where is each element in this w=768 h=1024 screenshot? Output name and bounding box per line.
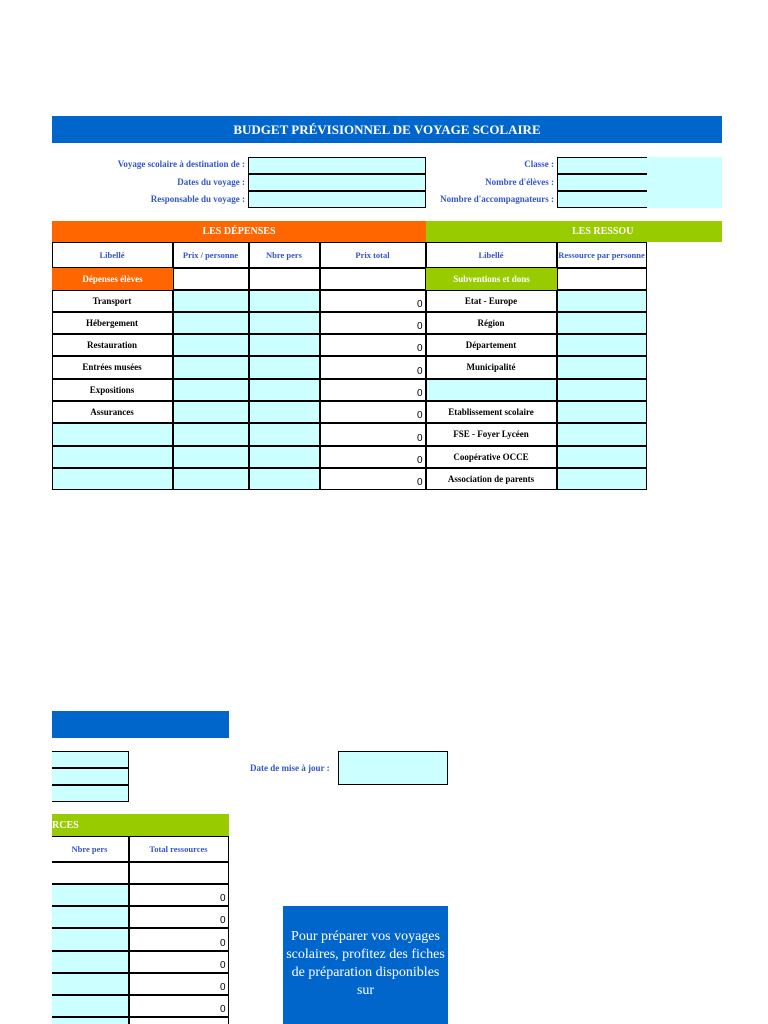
ressources-header-continuation bbox=[52, 814, 229, 836]
classe-label: Classe : bbox=[524, 159, 554, 169]
ressource-par-personne-input[interactable] bbox=[557, 312, 647, 334]
ressource-par-personne-input[interactable] bbox=[557, 334, 647, 356]
depense-label: Assurances bbox=[52, 401, 173, 423]
total-ressources: 0 bbox=[129, 928, 229, 951]
section-depenses-eleves: Dépenses élèves bbox=[52, 268, 173, 290]
nbre-pers-input[interactable] bbox=[249, 334, 320, 356]
nbre-pers-input[interactable] bbox=[249, 401, 320, 423]
depense-label: Hébergement bbox=[52, 312, 173, 334]
nbre-pers-input[interactable] bbox=[249, 468, 320, 490]
responsable-label: Responsable du voyage : bbox=[150, 194, 245, 204]
prix-total: 0 bbox=[320, 312, 426, 334]
col-prix-personne: Prix / personne bbox=[173, 242, 249, 268]
nbre-pers-input[interactable] bbox=[249, 379, 320, 401]
col-res-par-personne: Ressource par personne bbox=[557, 242, 647, 268]
prix-personne-input[interactable] bbox=[173, 401, 249, 423]
nbre-pers-input[interactable] bbox=[249, 290, 320, 312]
res-nbre-pers-input[interactable] bbox=[52, 973, 129, 995]
ressource-par-personne-input[interactable] bbox=[557, 379, 647, 401]
prix-total: 0 bbox=[320, 401, 426, 423]
prix-personne-input[interactable] bbox=[173, 423, 249, 446]
prix-personne-input[interactable] bbox=[173, 468, 249, 490]
ressource-par-personne-input[interactable] bbox=[557, 356, 647, 379]
classe-input-continuation[interactable] bbox=[52, 751, 129, 768]
col-res-libelle: Libellé bbox=[426, 242, 557, 268]
prix-total: 0 bbox=[320, 379, 426, 401]
ressource-label: Région bbox=[426, 312, 557, 334]
prix-personne-input[interactable] bbox=[173, 446, 249, 468]
info-box bbox=[283, 906, 448, 1024]
destination-input[interactable] bbox=[248, 157, 426, 174]
res-nbre-pers-input[interactable] bbox=[52, 995, 129, 1017]
nbre-pers-input[interactable] bbox=[249, 312, 320, 334]
ressource-label: Etablissement scolaire bbox=[426, 401, 557, 423]
col-libelle: Libellé bbox=[52, 242, 173, 268]
ressource-par-personne-input[interactable] bbox=[557, 423, 647, 446]
section-cell bbox=[320, 268, 426, 290]
eleves-label: Nombre d'élèves : bbox=[485, 177, 554, 187]
prix-personne-input[interactable] bbox=[173, 334, 249, 356]
title-banner bbox=[52, 116, 722, 143]
total-ressources: 0 bbox=[129, 995, 229, 1017]
prix-total: 0 bbox=[320, 446, 426, 468]
ressource-label: Coopérative OCCE bbox=[426, 446, 557, 468]
depense-label-input[interactable] bbox=[52, 446, 173, 468]
section-subventions: Subventions et dons bbox=[426, 268, 557, 290]
accompagnateurs-input-continuation[interactable] bbox=[52, 785, 129, 802]
ressource-par-personne-input[interactable] bbox=[557, 468, 647, 490]
ressource-label: Etat - Europe bbox=[426, 290, 557, 312]
prix-total: 0 bbox=[320, 356, 426, 379]
responsable-input[interactable] bbox=[248, 191, 426, 208]
date-maj-label: Date de mise à jour : bbox=[250, 763, 330, 773]
page-title: BUDGET PRÉVISIONNEL DE VOYAGE SCOLAIRE bbox=[233, 121, 541, 137]
res-nbre-pers-input[interactable] bbox=[52, 906, 129, 928]
section-cell bbox=[173, 268, 249, 290]
section-cell bbox=[52, 862, 129, 884]
nbre-pers-input[interactable] bbox=[249, 356, 320, 379]
prix-personne-input[interactable] bbox=[173, 290, 249, 312]
depenses-header: LES DÉPENSES bbox=[52, 221, 426, 242]
res-nbre-pers-input[interactable] bbox=[52, 928, 129, 951]
section-cell bbox=[557, 268, 647, 290]
total-ressources: 0 bbox=[129, 884, 229, 906]
nbre-pers-input[interactable] bbox=[249, 446, 320, 468]
total-ressources: 0 bbox=[129, 973, 229, 995]
total-ressources bbox=[129, 1017, 229, 1024]
dates-label: Dates du voyage : bbox=[177, 177, 245, 187]
accompagnateurs-label: Nombre d'accompagnateurs : bbox=[440, 194, 554, 204]
res-nbre-pers-input[interactable] bbox=[52, 1017, 129, 1024]
ressources-header bbox=[426, 221, 722, 242]
dates-input[interactable] bbox=[248, 174, 426, 191]
destination-label: Voyage scolaire à destination de : bbox=[117, 159, 245, 169]
depense-label: Expositions bbox=[52, 379, 173, 401]
col-nbre-pers: Nbre pers bbox=[249, 242, 320, 268]
ressource-label-input[interactable] bbox=[426, 379, 557, 401]
ressource-label: Département bbox=[426, 334, 557, 356]
section-cell bbox=[129, 862, 229, 884]
accompagnateurs-input[interactable] bbox=[557, 191, 647, 208]
title-banner-continuation bbox=[52, 711, 229, 738]
prix-personne-input[interactable] bbox=[173, 312, 249, 334]
col-res-nbre-pers: Nbre pers bbox=[52, 836, 129, 862]
col-total-ressources: Total ressources bbox=[129, 836, 229, 862]
date-maj-input[interactable] bbox=[338, 751, 448, 785]
ressource-label: FSE - Foyer Lycéen bbox=[426, 423, 557, 446]
nbre-pers-input[interactable] bbox=[249, 423, 320, 446]
depense-label-input[interactable] bbox=[52, 468, 173, 490]
depense-label: Transport bbox=[52, 290, 173, 312]
prix-total: 0 bbox=[320, 334, 426, 356]
depense-label: Entrées musées bbox=[52, 356, 173, 379]
ressource-label: Municipalité bbox=[426, 356, 557, 379]
ressource-label: Association de parents bbox=[426, 468, 557, 490]
depense-label-input[interactable] bbox=[52, 423, 173, 446]
ressources-header-text-continuation: RCES bbox=[52, 819, 79, 831]
col-prix-total: Prix total bbox=[320, 242, 426, 268]
prix-total: 0 bbox=[320, 290, 426, 312]
eleves-input[interactable] bbox=[557, 174, 647, 191]
eleves-input-continuation[interactable] bbox=[52, 768, 129, 785]
res-nbre-pers-input[interactable] bbox=[52, 884, 129, 906]
prix-total: 0 bbox=[320, 423, 426, 446]
info-box-text: Pour préparer vos voyages scolaires, profitez des fiches de préparation disponibles sur bbox=[286, 929, 445, 998]
prix-personne-input[interactable] bbox=[173, 356, 249, 379]
prix-total: 0 bbox=[320, 468, 426, 490]
ressource-par-personne-input[interactable] bbox=[557, 446, 647, 468]
classe-input[interactable] bbox=[557, 157, 647, 174]
ressources-header-text: LES RESSOU bbox=[572, 226, 634, 237]
ressource-par-personne-input[interactable] bbox=[557, 401, 647, 423]
res-nbre-pers-input[interactable] bbox=[52, 951, 129, 973]
total-ressources: 0 bbox=[129, 906, 229, 928]
prix-personne-input[interactable] bbox=[173, 379, 249, 401]
section-cell bbox=[249, 268, 320, 290]
ressource-par-personne-input[interactable] bbox=[557, 290, 647, 312]
total-ressources: 0 bbox=[129, 951, 229, 973]
depense-label: Restauration bbox=[52, 334, 173, 356]
